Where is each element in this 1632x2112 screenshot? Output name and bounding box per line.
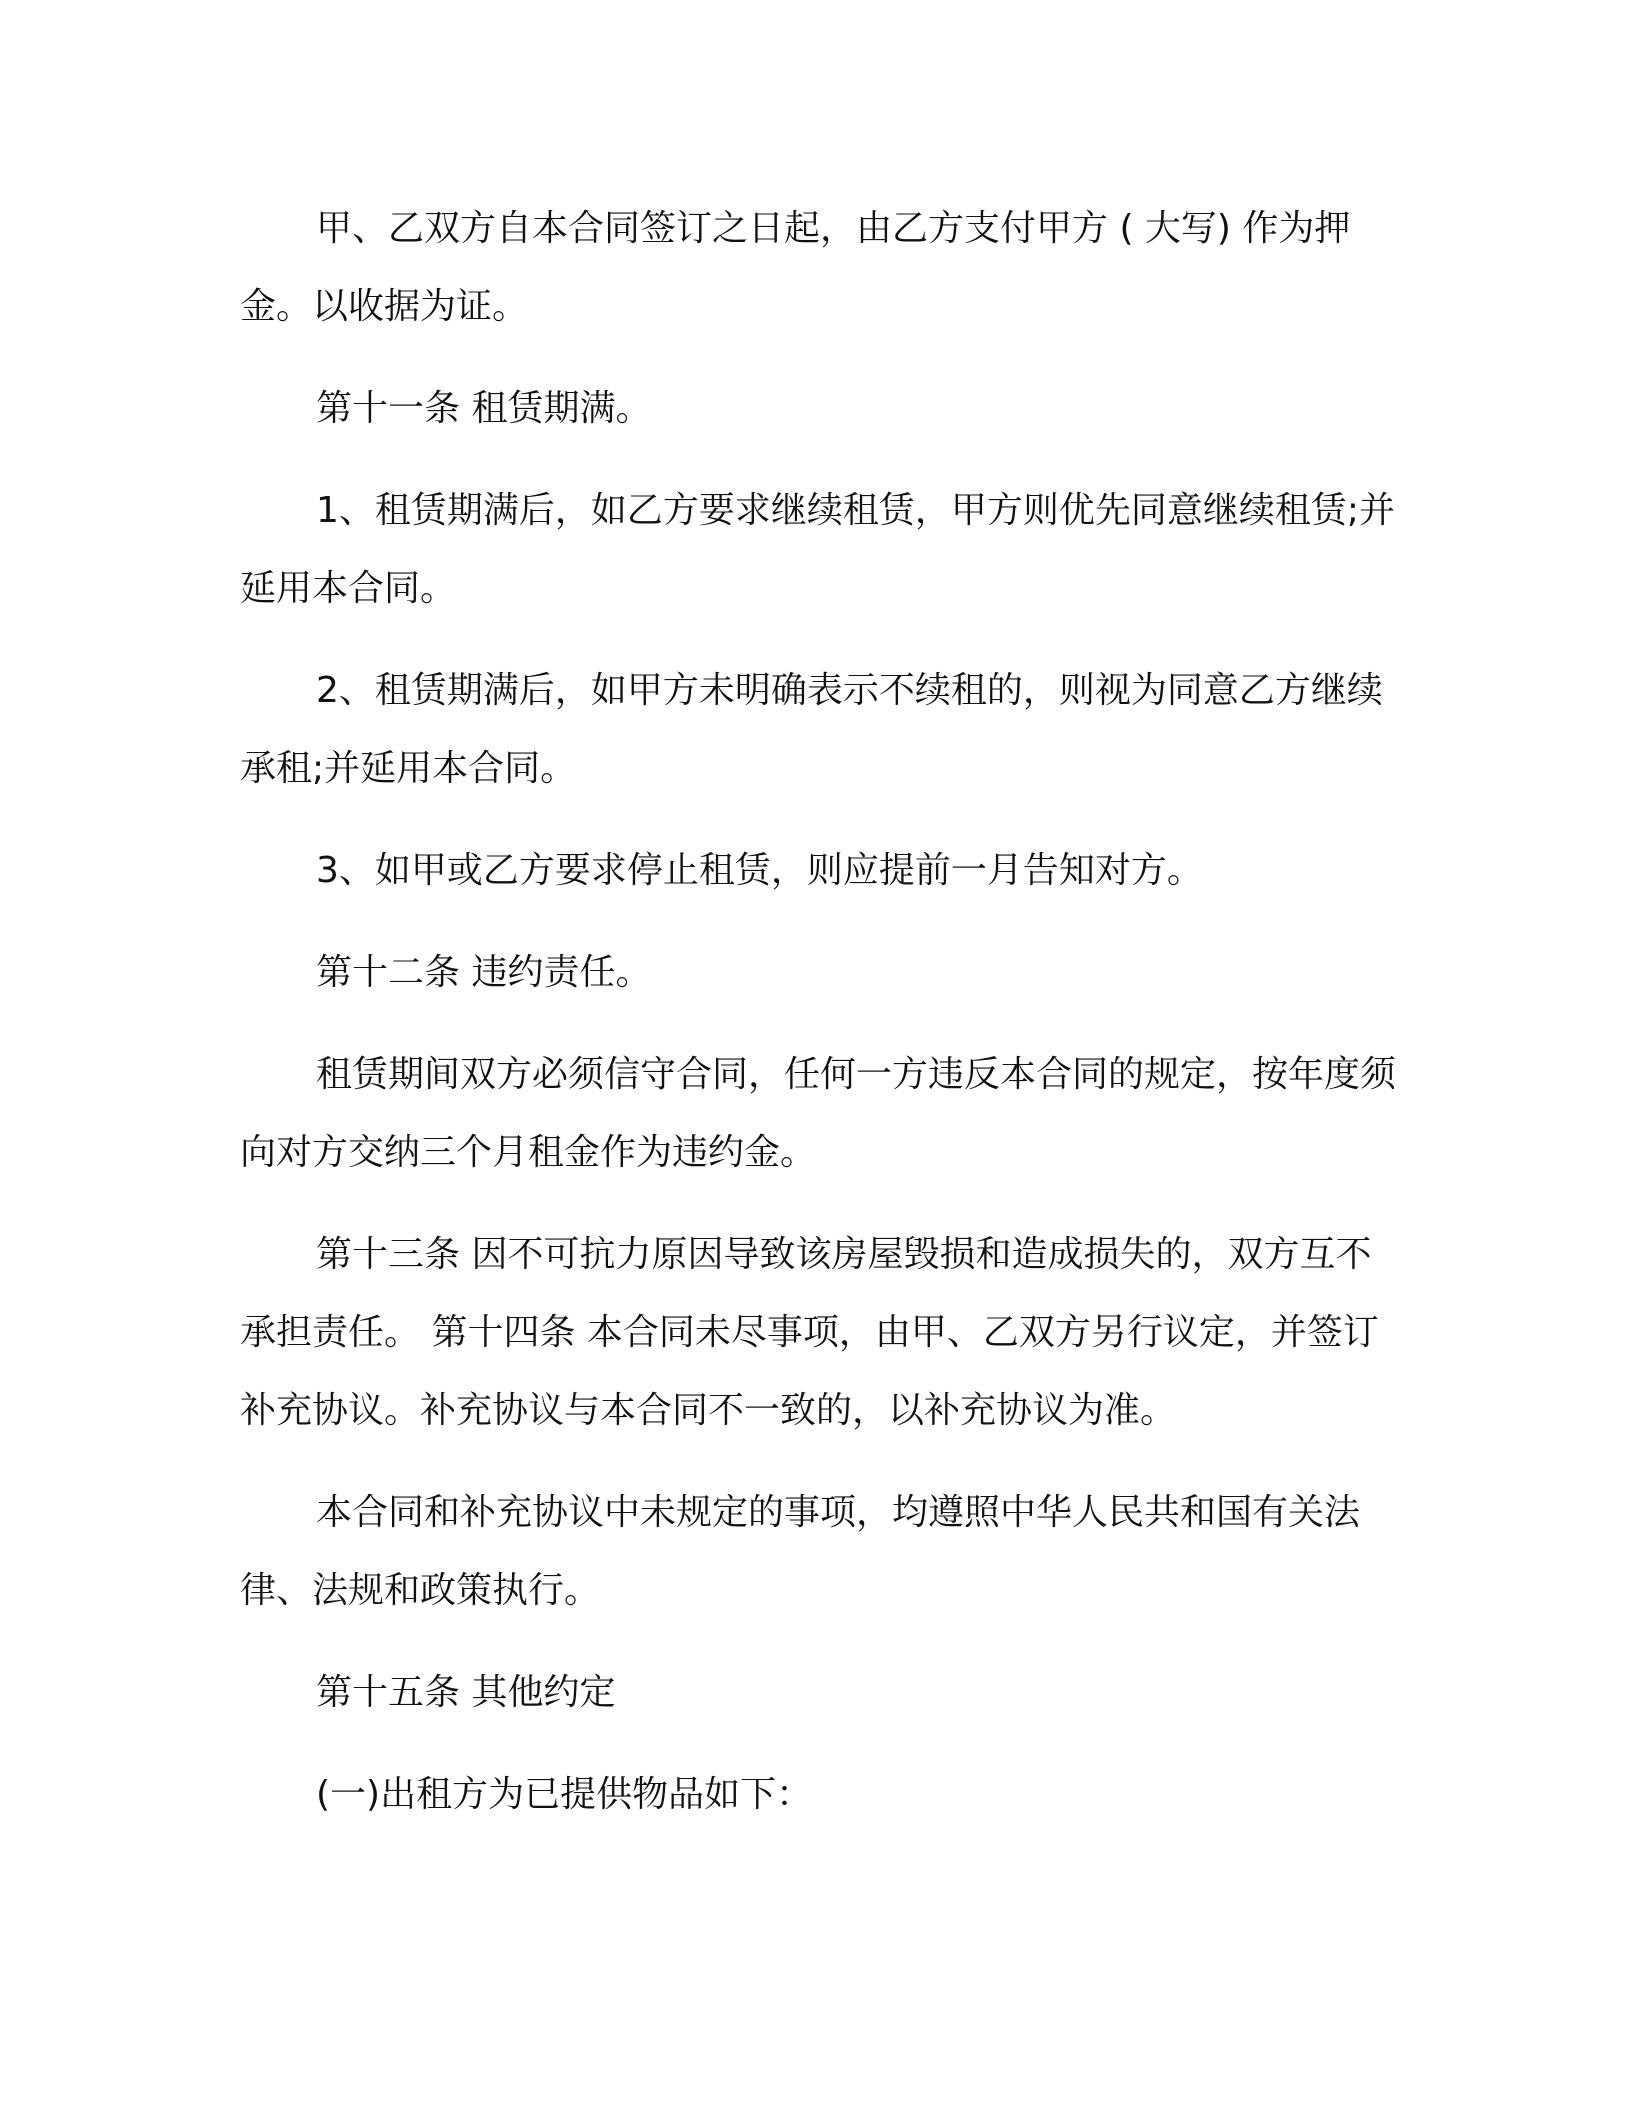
article-15-heading: 第十五条 其他约定 (316, 1672, 616, 1713)
article-13-14-body: 第十三条 因不可抗力原因导致该房屋毁损和造成损失的，双方互不承担责任。 第十四条 本合同未尽事项，由甲、乙双方另行议定，并签订补充协议。补充协议与本合同不一致的，以补充协议为准。 (240, 1234, 1379, 1431)
article-11-clause-2: 2、租赁期满后，如甲方未明确表示不续租的，则视为同意乙方继续承租;并延用本合同。 (240, 670, 1383, 789)
article-12-heading: 第十二条 违约责任。 (316, 952, 652, 993)
paragraph-deposit: 甲、乙双方自本合同签订之日起，由乙方支付甲方 ( 大写) 作为押金。以收据为证。 (240, 208, 1351, 327)
article-11-clause-3: 3、如甲或乙方要求停止租赁，则应提前一月告知对方。 (316, 850, 1203, 891)
article-11-clause-1: 1、租赁期满后，如乙方要求继续租赁，甲方则优先同意继续租赁;并延用本合同。 (240, 490, 1396, 609)
applicable-law-paragraph: 本合同和补充协议中未规定的事项，均遵照中华人民共和国有关法律、法规和政策执行。 (240, 1492, 1361, 1611)
document-page (240, 190, 1400, 1858)
article-12-body: 租赁期间双方必须信守合同，任何一方违反本合同的规定，按年度须向对方交纳三个月租金作为违约金。 (240, 1054, 1397, 1173)
provided-items-heading: (一)出租方为已提供物品如下： (316, 1774, 813, 1815)
article-11-heading: 第十一条 租赁期满。 (316, 388, 652, 429)
